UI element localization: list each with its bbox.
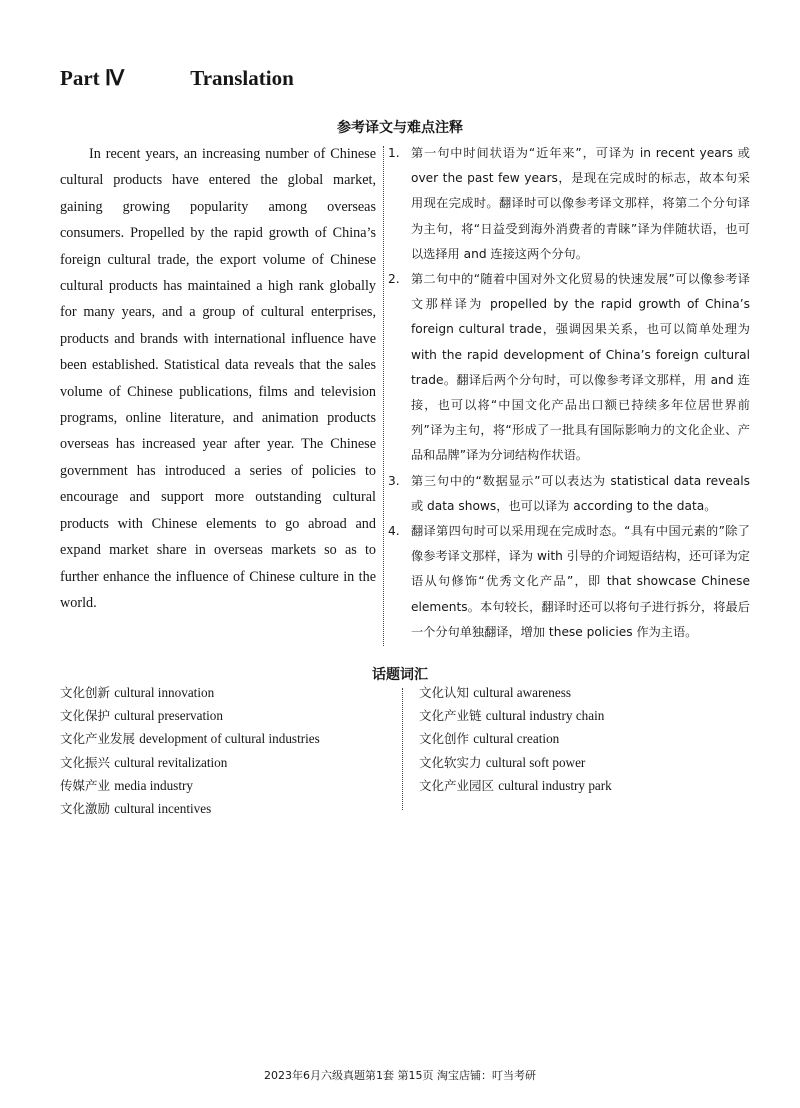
vocab-item <box>419 775 612 798</box>
vocab-en: cultural incentives <box>114 801 212 817</box>
vocab-list-left <box>60 682 320 821</box>
note-text: 第二句中的“随着中国对外文化贸易的快速发展”可以像参考译文那样译为 propelled by the rapid growth of China’s foreign cultural trade，强调因果关系，也可以简单处理为 with the rapid development of China’s foreign cultural trade。翻译后两个分句时，可以像参考译文那样，用 and 连接，也可以将“中国文化产品出口额已持续多年位居世界前列”译为主句，将“形成了一批具有国际影响力的文化企业、产品和品牌”译为分词结构作状语。 <box>411 272 750 463</box>
vocab-zh: 文化认知 <box>419 685 470 700</box>
vocab-en: cultural soft power <box>485 754 586 770</box>
vocab-en: media industry <box>114 777 193 793</box>
note-item <box>388 267 750 469</box>
note-text: 第一句中时间状语为“近年来”，可译为 in recent years 或 over the past few years，是现在完成时的标志，故本句采用现在完成时。翻译时可以像参考译文那样，将第二个分句译为主句，将“日益受到海外消费者的青睐”译为伴随状语，也可以选择用 and 连接这两个分句。 <box>411 146 750 261</box>
page-footer: 2023年6月六级真题第1套 第15页 淘宝店铺：叮当考研 <box>264 1069 536 1082</box>
note-number: 3. <box>388 473 400 488</box>
vocab-en: cultural industry chain <box>485 708 605 724</box>
vocab-item <box>60 705 320 728</box>
vocab-item <box>60 775 320 798</box>
reference-translation: In recent years, an increasing number of Chinese cultural products have entered the global market, gaining growing popularity among overseas consumers. Propelled by the rapid growth of China’s foreign cultural trade, the export volume of Chinese cultural products has maintained a high rank globally for many years, and a group of cultural enterprises, products and brands with international influence have been established. Statistical data reveals that the sales volume of Chinese publications, films and television programs, online literature, and animation products overseas has increased year after year. The Chinese government has introduced a series of policies to encourage and support more outstanding cultural products with Chinese elements to go abroad and expand market share in overseas markets so as to further enhance the influence of Chinese culture in the world. <box>60 146 376 611</box>
part-heading <box>60 66 294 91</box>
vocab-en: cultural preservation <box>114 708 223 724</box>
vocab-zh: 文化创作 <box>419 731 470 747</box>
note-item <box>388 141 750 267</box>
vocab-zh: 文化软实力 <box>419 754 482 770</box>
vocab-en: cultural industry park <box>498 777 612 793</box>
vocab-zh: 文化产业发展 <box>60 731 136 747</box>
vocab-en: cultural awareness <box>473 685 571 700</box>
vocab-title: 话题词汇 <box>372 667 428 683</box>
vocab-item <box>60 728 320 751</box>
note-text: 翻译第四句时可以采用现在完成时态。“具有中国元素的”除了像参考译文那样，译为 with 引导的介词短语结构，还可译为定语从句修饰“优秀文化产品”，即 that showcase Chinese elements。本句较长，翻译时还可以将句子进行拆分，将最后一个分句单独翻译，增加 these policies 作为主语。 <box>411 524 750 639</box>
notes-list <box>388 141 750 645</box>
vocab-zh: 文化振兴 <box>60 754 111 770</box>
vocab-en: cultural innovation <box>114 685 215 700</box>
vocab-zh: 传媒产业 <box>60 777 111 793</box>
vocab-zh: 文化产业链 <box>419 708 482 724</box>
column-divider <box>383 146 384 646</box>
vocab-item <box>60 798 320 821</box>
note-number: 1. <box>388 146 400 160</box>
note-text: 第三句中的“数据显示”可以表达为 statistical data reveals 或 data shows，也可以译为 according to the data。 <box>411 473 750 513</box>
vocab-zh: 文化激励 <box>60 801 111 817</box>
vocab-item <box>60 682 320 705</box>
note-number: 2. <box>388 272 400 287</box>
vocab-item <box>419 752 612 775</box>
vocab-en: cultural revitalization <box>114 754 228 770</box>
vocab-item <box>419 705 612 728</box>
vocab-en: cultural creation <box>473 731 560 747</box>
vocab-item <box>419 728 612 751</box>
vocab-item <box>419 682 612 705</box>
vocab-zh: 文化保护 <box>60 708 111 724</box>
note-item <box>388 469 750 519</box>
vocab-item <box>60 752 320 775</box>
vocab-list-right <box>419 682 612 798</box>
section-title: 参考译文与难点注释 <box>337 120 463 136</box>
part-title: Translation <box>190 66 294 90</box>
vocab-divider <box>402 688 403 810</box>
note-number: 4. <box>388 524 400 539</box>
part-label: Part Ⅳ <box>60 66 125 90</box>
vocab-zh: 文化产业园区 <box>419 777 495 793</box>
note-item <box>388 519 750 645</box>
vocab-zh: 文化创新 <box>60 685 111 700</box>
vocab-en: development of cultural industries <box>139 731 320 747</box>
